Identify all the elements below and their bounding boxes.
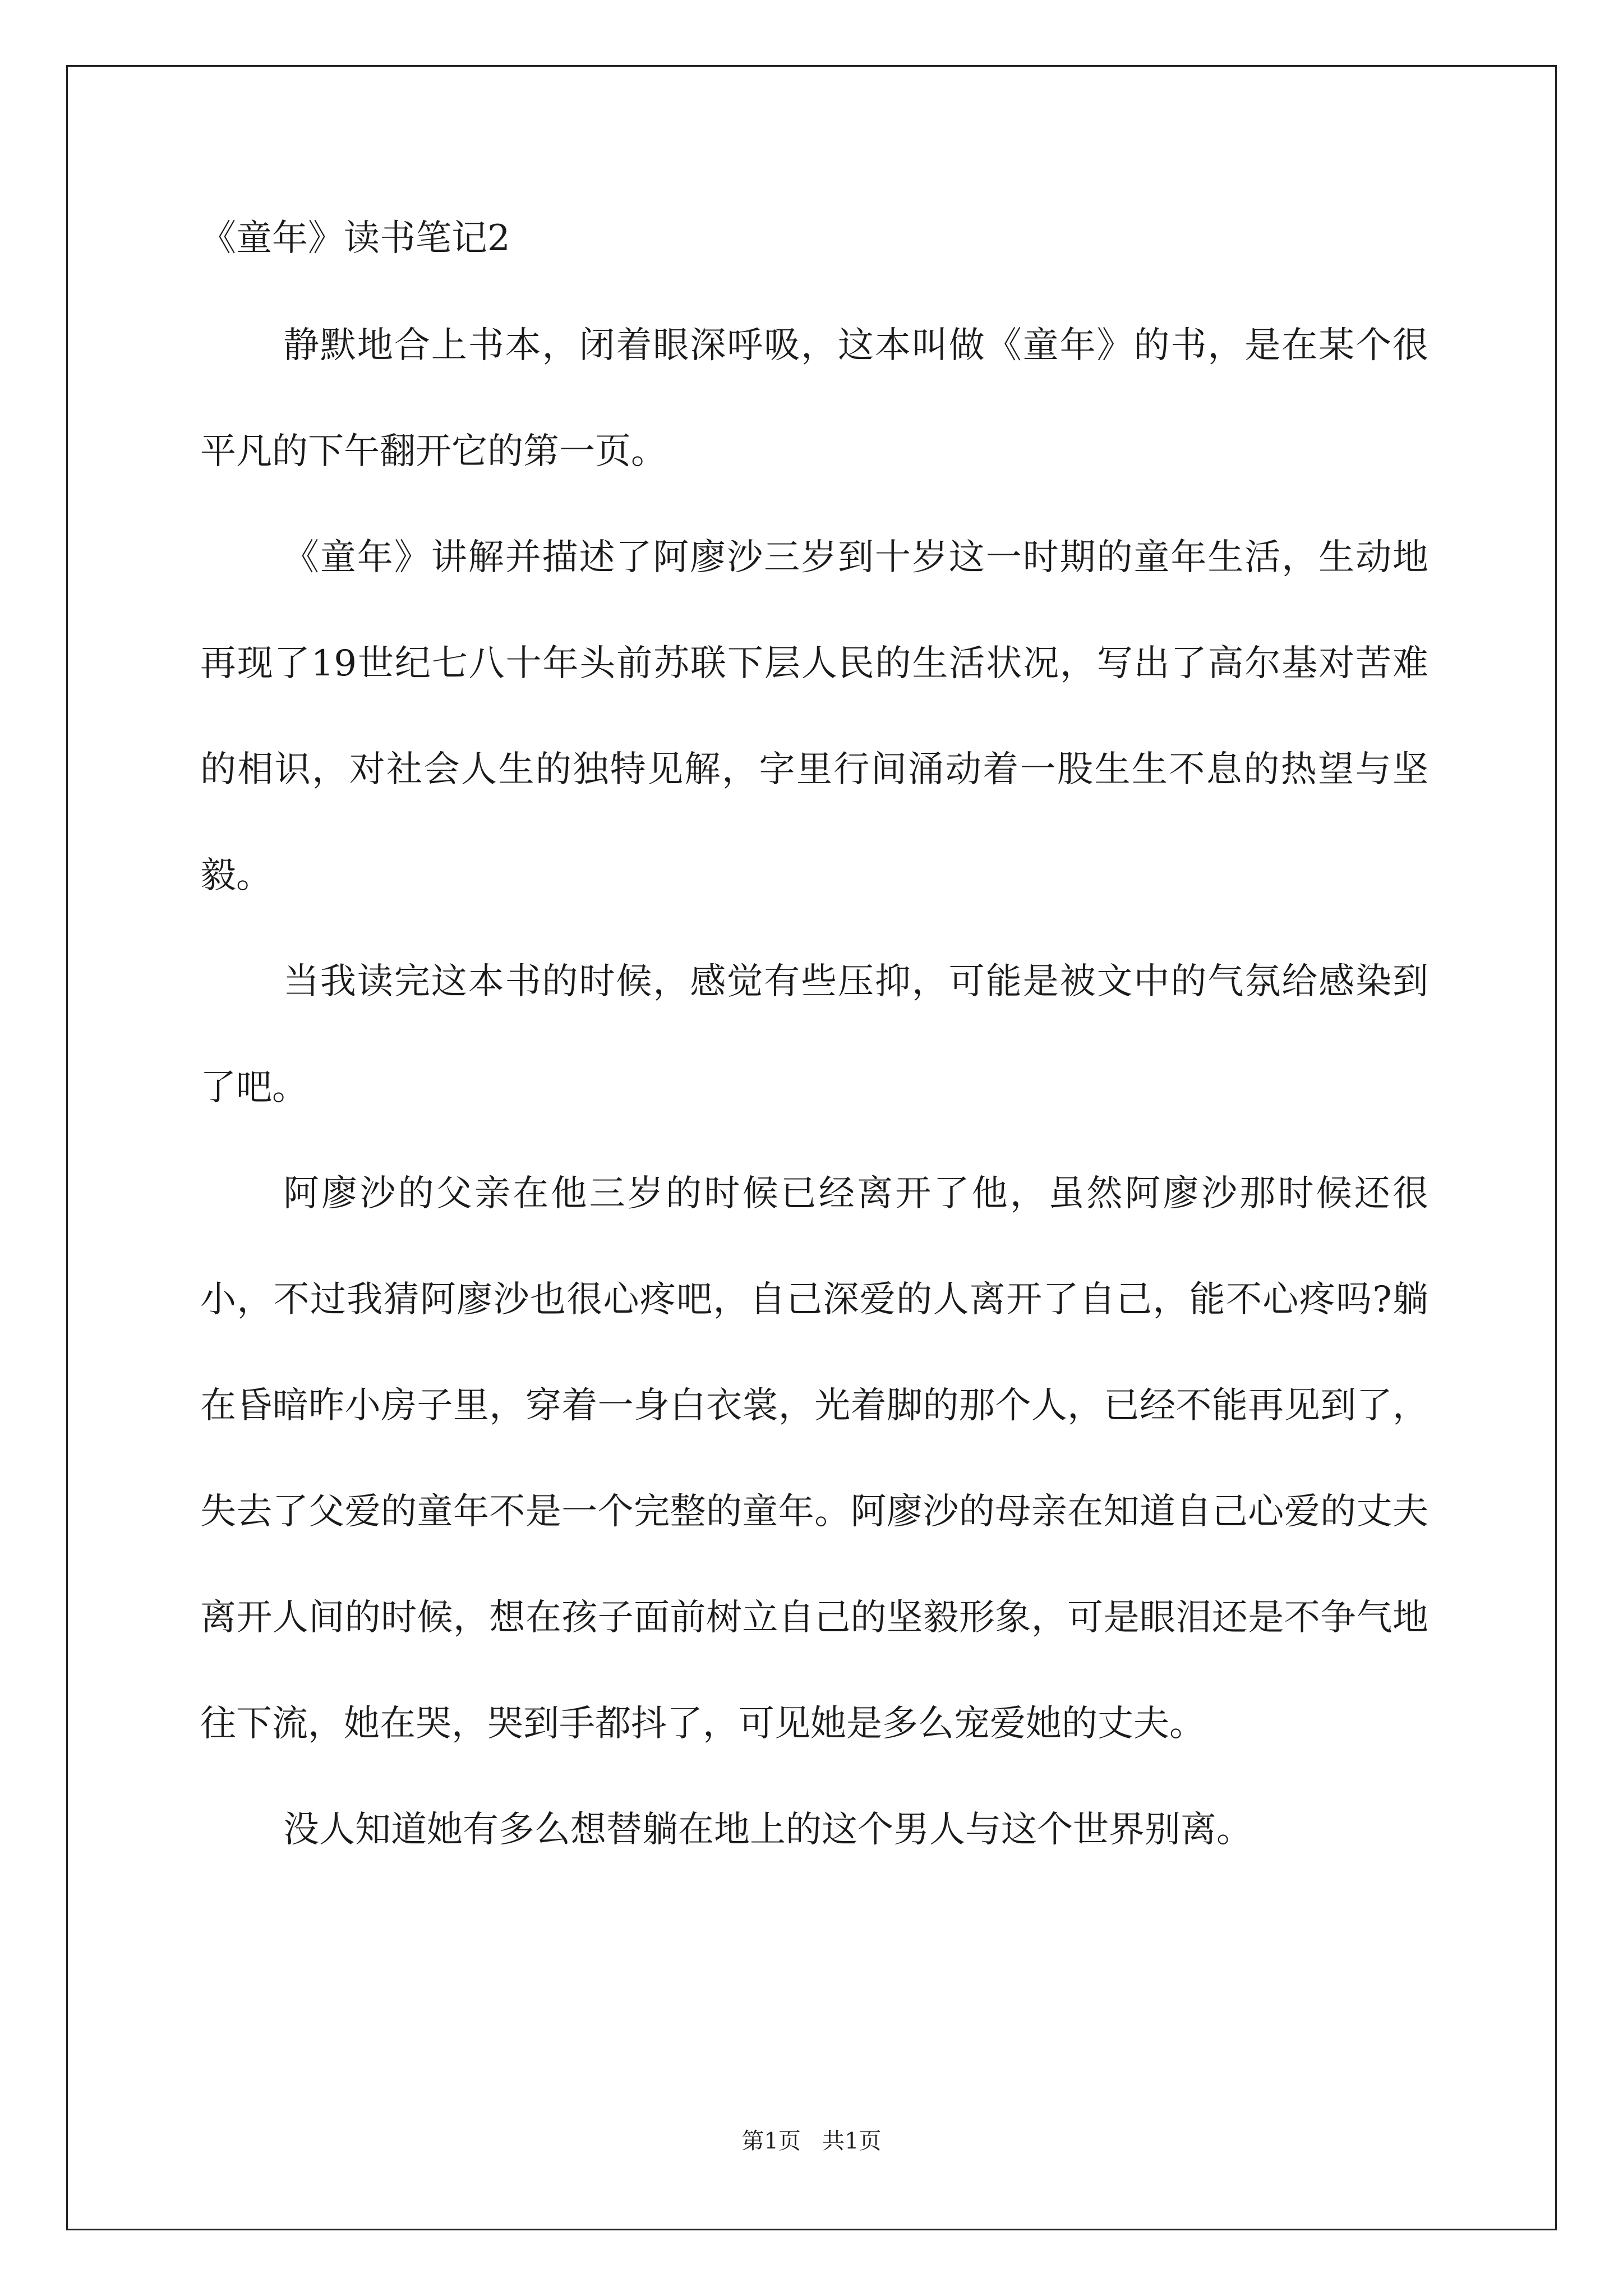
document-title: 《童年》读书笔记2 — [200, 218, 510, 259]
page-number-footer: 第1页 共1页 — [741, 2128, 882, 2154]
document-body — [200, 213, 1428, 1883]
paragraph: 当我读完这本书的时候，感觉有些压抑，可能是被文中的气氛给感染到了吧。 — [200, 961, 1428, 1108]
paragraph: 没人知道她有多么想替躺在地上的这个男人与这个世界别离。 — [283, 1809, 1252, 1851]
paragraph: 静默地合上书本，闭着眼深呼吸，这本叫做《童年》的书，是在某个很平凡的下午翻开它的第一页。 — [200, 325, 1428, 472]
paragraph: 《童年》讲解并描述了阿廖沙三岁到十岁这一时期的童年生活，生动地再现了19世纪七八十年头前苏联下层人民的生活状况，写出了高尔基对苦难的相识，对社会人生的独特见解，字里行间涌动着一股生生不息的热望与坚毅。 — [200, 537, 1428, 896]
paragraph: 阿廖沙的父亲在他三岁的时候已经离开了他，虽然阿廖沙那时候还很小，不过我猜阿廖沙也很心疼吧，自己深爱的人离开了自己，能不心疼吗?躺在昏暗昨小房子里，穿着一身白衣裳，光着脚的那个人，已经不能再见到了，失去了父爱的童年不是一个完整的童年。阿廖沙的母亲在知道自己心爱的丈夫离开人间的时候，想在孩子面前树立自己的坚毅形象，可是眼泪还是不争气地往下流，她在哭，哭到手都抖了，可见她是多么宠爱她的丈夫。 — [200, 1173, 1428, 1745]
